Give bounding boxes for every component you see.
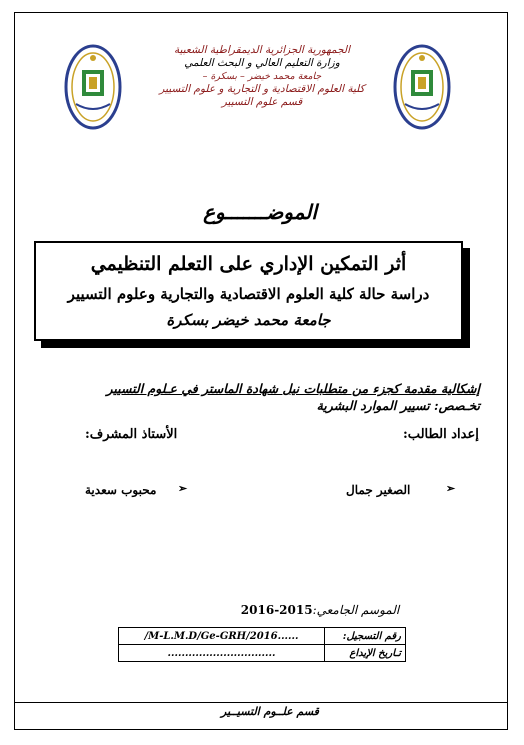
supervisor-name: محبوب سعدية [85,483,157,497]
department-name: قسم علوم التسيير [221,96,303,108]
academic-season [170,603,470,617]
faculty-name: كلية العلوم الاقتصادية و التجارية و علوم التسيير [159,83,365,95]
registration-table [118,627,406,662]
arrow-bullet-icon: ➢ [446,482,456,495]
subject-label: الموضـــــــوع [203,200,317,224]
season-value: 2015-2016 [240,603,313,617]
registration-number-label: رقم التسجيل: [325,628,406,645]
registration-number-value: /M-L.M.D/Ge-GRH/2016...... [119,628,325,645]
title-box [34,241,463,341]
footer-department: قسم علــوم التسيــير [221,705,319,718]
footer-divider [14,702,508,703]
thesis-specialty: تخـصص: تسيير الموارد البشرية [316,398,480,413]
table-row [119,645,406,662]
university-logo-left [64,44,122,130]
university-name: جامعة محمد خيضر – بسكرة – [202,71,322,82]
thesis-description [80,380,480,414]
republic-name: الجمهورية الجزائرية الديمقراطية الشعبية [173,44,351,56]
institution-header [120,44,404,109]
title-university: جامعة محمد خيضر بسكرة [166,311,331,329]
season-label: الموسم الجامعي: [312,603,400,617]
table-row [119,628,406,645]
supervisor-label: الأستاذ المشرف: [85,427,178,442]
thesis-title: أثر التمكين الإداري على التعلم التنظيمي [90,253,407,275]
ministry-name: وزارة التعليم العالي و البحث العلمي [184,57,340,69]
thesis-purpose: إشكالية مقدمة كجزء من متطلبات نيل شهادة الماستر في عـلوم التسيير [106,381,480,396]
deposit-date-label: تـاريخ الإيداع [325,645,406,662]
student-label: إعداد الطالب: [403,427,479,442]
deposit-date-value: ............................... [119,645,325,662]
student-name: الصغير جمال [346,483,411,497]
arrow-bullet-icon: ➢ [178,482,188,495]
case-study-line: دراسة حالة كلية العلوم الاقتصادية والتجارية وعلوم التسيير [67,285,430,303]
